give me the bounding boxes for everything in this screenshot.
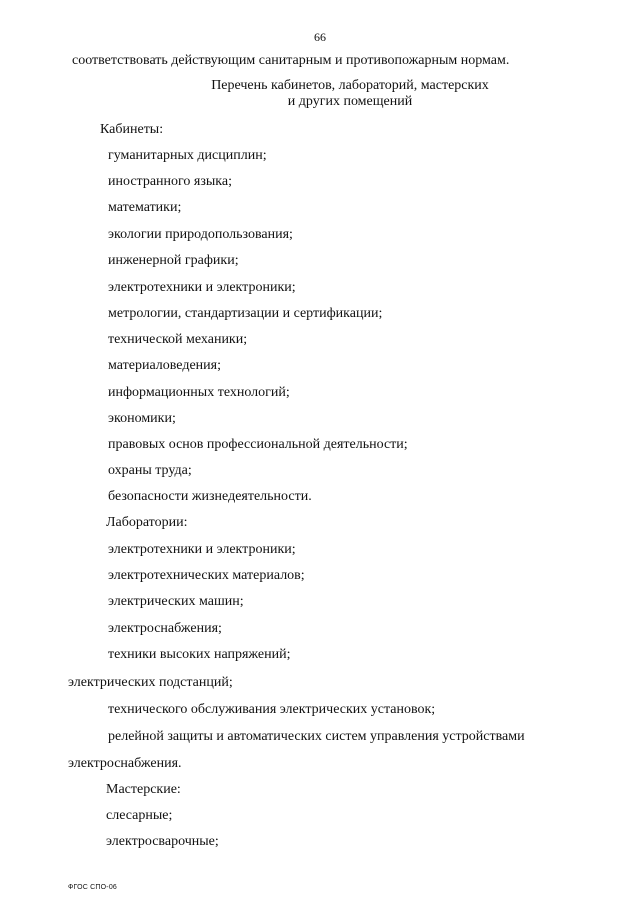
lab-item: электроснабжения; bbox=[108, 621, 222, 636]
lab-item: электрических машин; bbox=[108, 594, 244, 609]
workshops-title: Мастерские: bbox=[106, 782, 181, 797]
cabinet-item: метрологии, стандартизации и сертификации; bbox=[108, 306, 383, 321]
footer-label: ФГОС СПО-06 bbox=[68, 884, 118, 891]
cabinet-item: безопасности жизнедеятельности. bbox=[108, 489, 312, 504]
cabinet-item: иностранного языка; bbox=[108, 174, 232, 189]
workshop-item: электросварочные; bbox=[106, 834, 219, 849]
lab-item: релейной защиты и автоматических систем управления устройствами bbox=[108, 729, 525, 744]
cabinet-item: охраны труда; bbox=[108, 463, 192, 478]
cabinet-item: электротехники и электроники; bbox=[108, 280, 296, 295]
lab-item: электротехники и электроники; bbox=[108, 542, 296, 557]
lab-item-continuation: электроснабжения. bbox=[68, 756, 182, 771]
section-heading bbox=[150, 78, 550, 110]
heading-line-1: Перечень кабинетов, лабораторий, мастерских bbox=[211, 78, 489, 93]
workshop-item: слесарные; bbox=[106, 808, 173, 823]
cabinet-item: математики; bbox=[108, 200, 182, 215]
lab-item: технического обслуживания электрических установок; bbox=[108, 702, 436, 717]
cabinet-item: информационных технологий; bbox=[108, 385, 290, 400]
cabinets-title: Кабинеты: bbox=[100, 122, 164, 137]
cabinet-item: материаловедения; bbox=[108, 358, 221, 373]
labs-title: Лаборатории: bbox=[106, 515, 188, 530]
cabinet-item: гуманитарных дисциплин; bbox=[108, 148, 267, 163]
cabinet-item: инженерной графики; bbox=[108, 253, 239, 268]
lab-item: электрических подстанций; bbox=[68, 675, 233, 690]
lab-item: техники высоких напряжений; bbox=[108, 647, 291, 662]
cabinet-item: экономики; bbox=[108, 411, 176, 426]
heading-line-2: и других помещений bbox=[287, 94, 413, 109]
cabinet-item: правовых основ профессиональной деятельности; bbox=[108, 437, 408, 452]
intro-text: соответствовать действующим санитарным и противопожарным нормам. bbox=[72, 53, 510, 68]
cabinet-item: технической механики; bbox=[108, 332, 248, 347]
lab-item: электротехнических материалов; bbox=[108, 568, 305, 583]
page-number: 66 bbox=[314, 30, 326, 44]
cabinet-item: экологии природопользования; bbox=[108, 227, 293, 242]
